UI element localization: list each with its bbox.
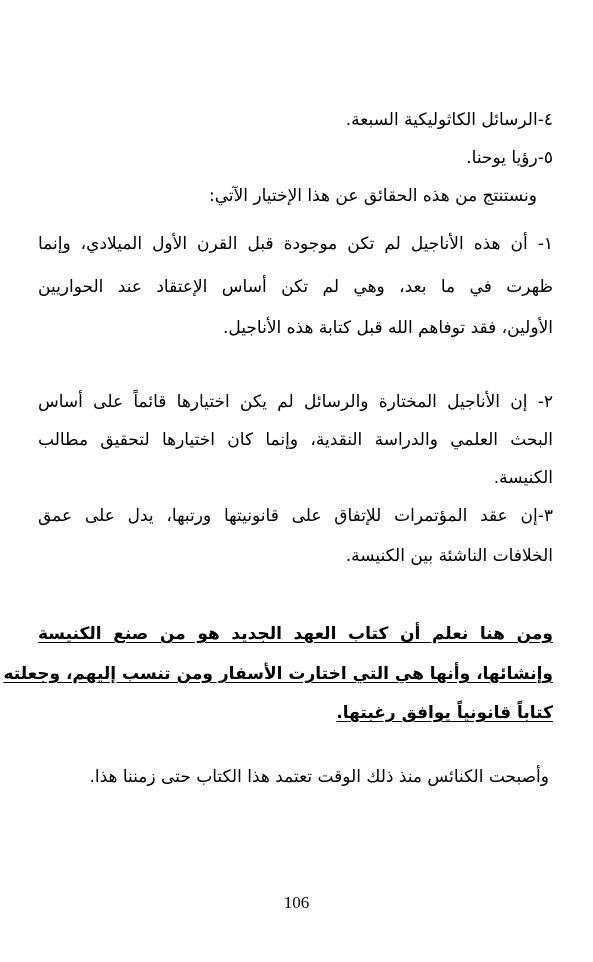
intro-sentence: ونستنتج من هذه الحقائق عن هذا الإختيار الآتي: <box>208 186 537 206</box>
list-item-4: ٤-الرسائل الكاثوليكية السبعة. <box>345 110 553 130</box>
page-number: 106 <box>283 893 310 912</box>
conclusion-3-line-2: الخلافات الناشئة بين الكنيسة. <box>345 546 553 566</box>
conclusion-1-line-2: ظهرت في ما بعد، وهي لم تكن أساس الإعتقاد عند الحواريين <box>38 277 553 297</box>
emphasis-line-2: وإنشائها، وأنها هي التي اختارت الأسفار ومن تنسب إليهم، وجعلته <box>3 664 553 684</box>
conclusion-3-line-1: ٣-إن عقد المؤتمرات للإتفاق على قانونيتها ورتبها، يدل على عمق <box>38 506 553 526</box>
conclusion-1-line-1: ١- أن هذه الأناجيل لم تكن موجودة قبل القرن الأول الميلادي، وإنما <box>38 234 553 254</box>
list-item-5: ٥-رؤيا يوحنا. <box>466 148 553 168</box>
conclusion-2-line-3: الكنيسة. <box>493 468 553 488</box>
emphasis-line-1: ومن هنا نعلم أن كتاب العهد الجديد هو من صنع الكنيسة <box>38 624 553 644</box>
conclusion-2-line-1: ٢- إن الأناجيل المختارة والرسائل لم يكن اختيارها قائماً على أساس <box>38 392 553 412</box>
emphasis-line-3: كتاباً قانونياً يوافق رغبتها. <box>336 703 553 723</box>
conclusion-2-line-2: البحث العلمي والدراسة النقدية، وإنما كان اختيارها لتحقيق مطالب <box>38 430 553 450</box>
conclusion-1-line-3: الأولين، فقد توفاهم الله قبل كتابة هذه الأناجيل. <box>222 318 553 338</box>
closing-sentence: وأصبحت الكنائس منذ ذلك الوقت تعتمد هذا الكتاب حتى زمننا هذا. <box>89 767 549 787</box>
